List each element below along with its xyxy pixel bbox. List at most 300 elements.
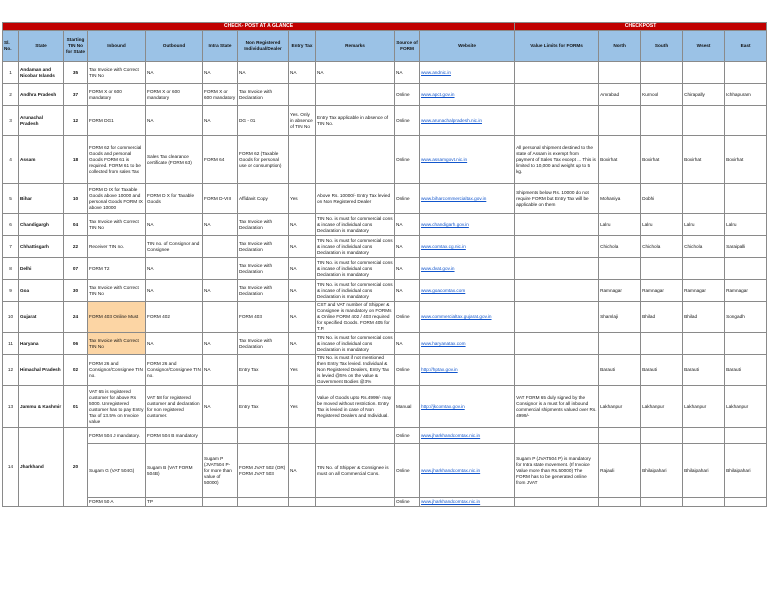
- cell-nonreg: [238, 498, 289, 507]
- cell-state: Chandigargh: [19, 214, 64, 236]
- cell-intra: NA: [203, 355, 238, 386]
- cell-entry: NA: [289, 62, 316, 84]
- website-link[interactable]: www.chandigarh.gov.in: [421, 221, 469, 227]
- cell-inbound: FORM 403 Online Must: [88, 302, 146, 333]
- cell-south: Dobhi: [641, 184, 683, 214]
- cell-intra: NA: [203, 106, 238, 136]
- header-south: South: [641, 31, 683, 62]
- cell-west: [683, 333, 725, 355]
- cell-remarks: Value of Goods upto Rs.4999/- may be moved without restriction. Entry Tax is levied in case of Non Registered Dealers and Individual.: [316, 386, 395, 428]
- cell-website: [420, 184, 515, 214]
- cell-north: Barauti: [599, 355, 641, 386]
- cell-tin: 07: [64, 258, 88, 280]
- cell-inbound: FORM 504 J mandatory.: [88, 428, 146, 444]
- cell-empty: [599, 428, 641, 444]
- cell-nonreg: DG - 01: [238, 106, 289, 136]
- cell-south: Chichola: [641, 236, 683, 258]
- cell-state: Delhi: [19, 258, 64, 280]
- cell-east: [725, 62, 767, 84]
- cell-outbound: TIN no. of Consignor and Consignee: [146, 236, 203, 258]
- cell-website: [420, 498, 515, 507]
- cell-tin: 30: [64, 280, 88, 302]
- cell-east: [725, 106, 767, 136]
- cell-value: [515, 214, 599, 236]
- cell-inbound: FORM X or 600 mandatory: [88, 84, 146, 106]
- cell-nonreg: Tax Invoice with Declaration: [238, 214, 289, 236]
- website-link[interactable]: http://jkcomtax.gov.in: [421, 403, 465, 409]
- cell-inbound: Tax Invoice with Correct TIN No: [88, 62, 146, 84]
- header-intra: Intra State: [203, 31, 238, 62]
- cell-east: [725, 184, 767, 214]
- cell-tin: 01: [64, 386, 88, 428]
- header-sl: Sl. No.: [3, 31, 19, 62]
- cell-remarks: CST and VAT number of Shipper & Consignee is mandatory on FORMs & Online FORM 402 / 403 required for specified Goods. FORM 405 for T.P.: [316, 302, 395, 333]
- cell-website: [420, 236, 515, 258]
- cell-outbound: Sugam B (VAT FORM 504B): [146, 444, 203, 498]
- cell-nonreg: Entry Tax: [238, 355, 289, 386]
- table-row: [3, 386, 767, 428]
- cell-north: Mohaniya: [599, 184, 641, 214]
- cell-state: Himachal Pradesh: [19, 355, 64, 386]
- cell-value: [515, 236, 599, 258]
- header-remarks: Remarks: [316, 31, 395, 62]
- cell-sl: 10: [3, 302, 19, 333]
- cell-east: Songadh: [725, 302, 767, 333]
- cell-sl: 13: [3, 386, 19, 428]
- header-west: Wsest: [683, 31, 725, 62]
- cell-empty: [515, 428, 599, 444]
- cell-entry: [289, 136, 316, 184]
- cell-outbound: NA: [146, 258, 203, 280]
- cell-inbound: VAT 65 is registered customer for above Rs 5000. Unregistered customer has to pay Entry Tax of 13.5% on Invoice value: [88, 386, 146, 428]
- cell-west: Chirapally: [683, 84, 725, 106]
- cell-source: NA: [395, 333, 420, 355]
- cell-tin: 18: [64, 136, 88, 184]
- cell-website: [420, 136, 515, 184]
- cell-source: NA: [395, 62, 420, 84]
- cell-outbound: NA: [146, 214, 203, 236]
- cell-website: [420, 106, 515, 136]
- cell-nonreg: FORM JVAT 502 (OR) FORM JVAT 503: [238, 444, 289, 498]
- cell-outbound: Sales Tax clearance certificate (FORM 63): [146, 136, 203, 184]
- cell-nonreg: NA: [238, 62, 289, 84]
- cell-west: [683, 258, 725, 280]
- cell-north: [599, 258, 641, 280]
- cell-west: Lalru: [683, 214, 725, 236]
- cell-north: Boxirhat: [599, 136, 641, 184]
- checkpost-table: [2, 22, 767, 507]
- cell-tin: 22: [64, 236, 88, 258]
- cell-entry: NA: [289, 280, 316, 302]
- table-row: [3, 106, 767, 136]
- cell-intra: FORM 64: [203, 136, 238, 184]
- cell-remarks: TIN No. is must for commercial cons & incase of individual cons Declaration is mandatory: [316, 280, 395, 302]
- cell-state: Andaman and Nicobar Islands: [19, 62, 64, 84]
- cell-value: [515, 84, 599, 106]
- website-link[interactable]: www.assamgovt.nic.in: [421, 156, 468, 162]
- cell-source: Online: [395, 498, 420, 507]
- cell-south: Boxirhat: [641, 136, 683, 184]
- cell-remarks: [316, 428, 395, 444]
- cell-south: Kurnool: [641, 84, 683, 106]
- website-link[interactable]: www.goacomtax.com: [421, 287, 466, 293]
- cell-outbound: FORM 402: [146, 302, 203, 333]
- cell-source: Online: [395, 184, 420, 214]
- checkpost-sheet: [2, 22, 766, 507]
- cell-inbound: FORM 50 A: [88, 498, 146, 507]
- cell-intra: FORM D-VIII: [203, 184, 238, 214]
- cell-south: Lalru: [641, 214, 683, 236]
- cell-value: VAT FORM 65 duly signed by the Consignor is a must for all inbound commercial shipments valued over Rs. 4999/-: [515, 386, 599, 428]
- cell-sl: 8: [3, 258, 19, 280]
- cell-nonreg: Affidavit Copy: [238, 184, 289, 214]
- cell-source: Online: [395, 302, 420, 333]
- website-link[interactable]: www.jharkhandcomtax.nic.in: [421, 432, 481, 438]
- cell-tin: 35: [64, 62, 88, 84]
- cell-source: NA: [395, 214, 420, 236]
- cell-south: [641, 106, 683, 136]
- cell-nonreg: Tax Invoice with Declaration: [238, 258, 289, 280]
- cell-source: Online: [395, 355, 420, 386]
- cell-remarks: TIN No. is must for commercial cons & incase of individual cons Declaration is mandatory: [316, 236, 395, 258]
- cell-nonreg: Tax Invoice with Declaration: [238, 280, 289, 302]
- cell-west: Barauti: [683, 355, 725, 386]
- header-nonreg: Non Registered Individual/Dealer: [238, 31, 289, 62]
- cell-outbound: NA: [146, 62, 203, 84]
- cell-tin: 37: [64, 84, 88, 106]
- cell-west: Ramnagar: [683, 280, 725, 302]
- cell-intra: [203, 428, 238, 444]
- banner-row: [3, 23, 767, 31]
- cell-tin: 20: [64, 428, 88, 507]
- cell-north: [599, 62, 641, 84]
- cell-east: Lakhanpur: [725, 386, 767, 428]
- cell-nonreg: FORM 62 (Taxable Goods for personal use or consumption): [238, 136, 289, 184]
- cell-state: Jharkhand: [19, 428, 64, 507]
- cell-sl: 14: [3, 428, 19, 507]
- header-north: North: [599, 31, 641, 62]
- cell-outbound: FORM 504 B mandatory: [146, 428, 203, 444]
- cell-remarks: [316, 84, 395, 106]
- cell-remarks: TIN No. is must for commercial cons & incase of individual cons Declaration is mandatory: [316, 214, 395, 236]
- cell-east: Bhilaipahari: [725, 444, 767, 498]
- table-row: [3, 184, 767, 214]
- cell-source: Online: [395, 136, 420, 184]
- cell-intra: FORM X or 600 mandatory: [203, 84, 238, 106]
- cell-west: [683, 106, 725, 136]
- cell-north: [599, 106, 641, 136]
- cell-east: Barauti: [725, 355, 767, 386]
- cell-entry: NA: [289, 444, 316, 498]
- cell-west: Bhilaipahari: [683, 444, 725, 498]
- cell-empty: [683, 428, 725, 444]
- cell-tin: 24: [64, 302, 88, 333]
- cell-source: Manual: [395, 386, 420, 428]
- cell-inbound: FORM T2: [88, 258, 146, 280]
- cell-nonreg: Tax Invoice with Declaration: [238, 236, 289, 258]
- cell-inbound: FORM D IX for Taxable Goods above 10000 and personal Goods FORM IX above 10000: [88, 184, 146, 214]
- cell-empty: [641, 428, 683, 444]
- cell-website: [420, 280, 515, 302]
- header-value-limits: Value Limits for FORMs: [515, 31, 599, 62]
- cell-entry: Yes: [289, 386, 316, 428]
- cell-source: NA: [395, 280, 420, 302]
- cell-north: [599, 333, 641, 355]
- cell-intra: [203, 236, 238, 258]
- cell-sl: 3: [3, 106, 19, 136]
- cell-state: Andhra Pradesh: [19, 84, 64, 106]
- cell-state: Gujarat: [19, 302, 64, 333]
- cell-empty: [683, 498, 725, 507]
- cell-website: [420, 444, 515, 498]
- website-link[interactable]: www.jharkhandcomtax.nic.in: [421, 467, 481, 473]
- cell-sl: 5: [3, 184, 19, 214]
- cell-tin: 10: [64, 184, 88, 214]
- cell-state: Arunachal Pradesh: [19, 106, 64, 136]
- cell-sl: 11: [3, 333, 19, 355]
- website-link[interactable]: www.dvat.gov.in: [421, 265, 455, 271]
- table-row: [3, 355, 767, 386]
- cell-sl: 12: [3, 355, 19, 386]
- cell-nonreg: FORM 403: [238, 302, 289, 333]
- cell-north: Amrabad: [599, 84, 641, 106]
- cell-state: Haryana: [19, 333, 64, 355]
- cell-sl: 9: [3, 280, 19, 302]
- cell-inbound: FORM DG1: [88, 106, 146, 136]
- cell-state: Assam: [19, 136, 64, 184]
- header-east: East: [725, 31, 767, 62]
- table-row: [3, 444, 767, 498]
- cell-source: Online: [395, 84, 420, 106]
- cell-tin: 02: [64, 355, 88, 386]
- cell-south: Ramnagar: [641, 280, 683, 302]
- website-link[interactable]: www.jharkhandcomtax.nic.in: [421, 499, 481, 504]
- cell-entry: NA: [289, 258, 316, 280]
- cell-west: [683, 62, 725, 84]
- table-row: [3, 136, 767, 184]
- cell-north: Chichola: [599, 236, 641, 258]
- cell-source: NA: [395, 258, 420, 280]
- website-link[interactable]: www.andnic.in: [421, 69, 451, 75]
- cell-entry: NA: [289, 214, 316, 236]
- header-source: Source of FORM: [395, 31, 420, 62]
- cell-website: [420, 258, 515, 280]
- cell-south: [641, 333, 683, 355]
- cell-empty: [725, 498, 767, 507]
- cell-sl: 6: [3, 214, 19, 236]
- website-link[interactable]: http://hptax.gov.in: [421, 367, 458, 372]
- cell-outbound: NA: [146, 333, 203, 355]
- cell-intra: NA: [203, 333, 238, 355]
- cell-sl: 7: [3, 236, 19, 258]
- cell-entry: [289, 428, 316, 444]
- table-row: [3, 84, 767, 106]
- cell-south: Bhilaipahari: [641, 444, 683, 498]
- header-outbound: Outbound: [146, 31, 203, 62]
- cell-value: [515, 302, 599, 333]
- cell-remarks: TIN No. is must if not mentioned then Entry Tax levied. Individual & Non Registered Dealers, Entry Tax is levied @5% on the value & Government Bodies @3%: [316, 355, 395, 386]
- website-link[interactable]: www.commercialtax.gujarat.gov.in: [421, 314, 492, 319]
- header-tin: Starting TIN No for State: [64, 31, 88, 62]
- cell-east: Ichhapuram: [725, 84, 767, 106]
- cell-tin: 06: [64, 333, 88, 355]
- cell-remarks: TIN No. is must for commercial cons & incase of individual cons Declaration is mandatory: [316, 333, 395, 355]
- cell-south: [641, 62, 683, 84]
- cell-entry: NA: [289, 302, 316, 333]
- cell-inbound: Sugam G (VAT 504G): [88, 444, 146, 498]
- website-link[interactable]: www.comtax.cg.nic.in: [421, 243, 466, 249]
- cell-east: Ramnagar: [725, 280, 767, 302]
- website-link[interactable]: www.biharcommercialtax.gov.in: [421, 195, 487, 201]
- cell-intra: [203, 498, 238, 507]
- cell-north: Rajauli: [599, 444, 641, 498]
- cell-remarks: [316, 136, 395, 184]
- cell-outbound: NA: [146, 106, 203, 136]
- cell-value: [515, 106, 599, 136]
- cell-east: [725, 258, 767, 280]
- cell-source: Online: [395, 444, 420, 498]
- cell-website: [420, 214, 515, 236]
- cell-west: Chichola: [683, 236, 725, 258]
- cell-entry: Yes: [289, 355, 316, 386]
- cell-intra: [203, 258, 238, 280]
- cell-inbound: Tax Invoice with Correct TIN No: [88, 333, 146, 355]
- cell-east: Saraipalli: [725, 236, 767, 258]
- cell-north: Lakhanpur: [599, 386, 641, 428]
- cell-source: Online: [395, 106, 420, 136]
- cell-north: Lalru: [599, 214, 641, 236]
- table-row: [3, 333, 767, 355]
- banner-title: CHECK- POST AT A GLANCE: [3, 23, 515, 31]
- cell-sl: 2: [3, 84, 19, 106]
- cell-entry: [289, 498, 316, 507]
- cell-nonreg: [238, 428, 289, 444]
- cell-west: Boxirhat: [683, 136, 725, 184]
- table-row: [3, 62, 767, 84]
- cell-value: [515, 280, 599, 302]
- header-row: [3, 31, 767, 62]
- cell-outbound: FORM X or 600 mandatory: [146, 84, 203, 106]
- cell-outbound: FORM 26 and Consignor/Consignee TIN no.: [146, 355, 203, 386]
- header-state: State: [19, 31, 64, 62]
- cell-website: [420, 428, 515, 444]
- cell-state: Jammu & Kashmir: [19, 386, 64, 428]
- cell-east: Boxirhat: [725, 136, 767, 184]
- table-row: [3, 498, 767, 507]
- cell-remarks: TIN No. of Shipper & Consignee is must on all Commercial Cons.: [316, 444, 395, 498]
- cell-intra: Sugam P (JVAT504 P- for more than value of 50000): [203, 444, 238, 498]
- website-link[interactable]: www.arunachalpradesh.nic.in: [421, 117, 482, 123]
- cell-entry: Yes. Only in absence of TIN No: [289, 106, 316, 136]
- cell-tin: 12: [64, 106, 88, 136]
- cell-website: [420, 355, 515, 386]
- header-website: Website: [420, 31, 515, 62]
- header-entry-tax: Entry Tax: [289, 31, 316, 62]
- cell-value: [515, 355, 599, 386]
- cell-source: Online: [395, 428, 420, 444]
- cell-intra: NA: [203, 214, 238, 236]
- cell-remarks: Above Rs. 10000/- Entry Tax levied on Non Registered Dealer: [316, 184, 395, 214]
- table-row: [3, 214, 767, 236]
- cell-intra: [203, 302, 238, 333]
- cell-state: Goa: [19, 280, 64, 302]
- cell-sl: 1: [3, 62, 19, 84]
- cell-source: NA: [395, 236, 420, 258]
- cell-website: [420, 386, 515, 428]
- cell-state: Bihar: [19, 184, 64, 214]
- cell-nonreg: Tax Invoice with Declaration: [238, 333, 289, 355]
- cell-website: [420, 302, 515, 333]
- cell-nonreg: Entry Tax: [238, 386, 289, 428]
- cell-south: [641, 258, 683, 280]
- cell-entry: Yes: [289, 184, 316, 214]
- cell-inbound: Tax Invoice with Correct TIN No: [88, 214, 146, 236]
- cell-sl: 4: [3, 136, 19, 184]
- cell-south: Barauti: [641, 355, 683, 386]
- cell-remarks: TIN No. is must for commercial cons & incase of individual cons Declaration is mandatory: [316, 258, 395, 280]
- cell-west: [683, 184, 725, 214]
- cell-intra: NA: [203, 280, 238, 302]
- website-link[interactable]: www.haryanatax.com: [421, 340, 466, 346]
- cell-value: All personal shipment destined to the state of Assam is exempt from payment of Sales Tax except ... This is limited to 10,000 and weight up to 5 kg.: [515, 136, 599, 184]
- cell-south: Bhilad: [641, 302, 683, 333]
- cell-remarks: Entry Tax applicable in absence of TIN No.: [316, 106, 395, 136]
- header-inbound: Inbound: [88, 31, 146, 62]
- cell-remarks: NA: [316, 62, 395, 84]
- cell-north: Shamlaji: [599, 302, 641, 333]
- cell-remarks: [316, 498, 395, 507]
- cell-website: [420, 333, 515, 355]
- cell-outbound: TP: [146, 498, 203, 507]
- cell-west: Bhilad: [683, 302, 725, 333]
- table-row: [3, 280, 767, 302]
- cell-east: Lalru: [725, 214, 767, 236]
- cell-tin: 04: [64, 214, 88, 236]
- cell-entry: NA: [289, 333, 316, 355]
- cell-outbound: VAT 58 for registered customer and declaration for non registered customer.: [146, 386, 203, 428]
- cell-website: [420, 84, 515, 106]
- cell-empty: [599, 498, 641, 507]
- cell-inbound: FORM 26 and Consignor/Consignee TIN no.: [88, 355, 146, 386]
- cell-value: [515, 258, 599, 280]
- cell-empty: [641, 498, 683, 507]
- cell-value: Sugam P (JVAT504 P) is mandatory for Intra state movement. (If Invoice Value more than Rs.50000) The FORM has to be generated online from JVAT: [515, 444, 599, 498]
- cell-nonreg: Tax Invoice with Declaration: [238, 84, 289, 106]
- cell-entry: NA: [289, 236, 316, 258]
- cell-outbound: FORM D X for Taxable Goods: [146, 184, 203, 214]
- website-link[interactable]: www.apct.gov.in: [421, 91, 455, 97]
- cell-state: Chhattisgarh: [19, 236, 64, 258]
- banner-checkpost: CHECKPOST: [515, 23, 767, 31]
- cell-north: Ramnagar: [599, 280, 641, 302]
- cell-intra: NA: [203, 386, 238, 428]
- cell-west: Lakhanpur: [683, 386, 725, 428]
- cell-outbound: NA: [146, 280, 203, 302]
- cell-empty: [725, 428, 767, 444]
- cell-value: Shipments below Rs. 10000 do not require FORM but Entry Tax will be applicable on them: [515, 184, 599, 214]
- cell-value: [515, 62, 599, 84]
- cell-empty: [515, 498, 599, 507]
- cell-intra: NA: [203, 62, 238, 84]
- cell-entry: [289, 84, 316, 106]
- cell-inbound: Tax Invoice with Correct TIN No: [88, 280, 146, 302]
- table-row: [3, 302, 767, 333]
- cell-inbound: FORM 62 for commercial Goods and personal Goods FORM 61 is required. FORM 61 to be collected from sales Tax: [88, 136, 146, 184]
- table-row: [3, 428, 767, 444]
- cell-south: Lakhanpur: [641, 386, 683, 428]
- cell-website: [420, 62, 515, 84]
- cell-east: [725, 333, 767, 355]
